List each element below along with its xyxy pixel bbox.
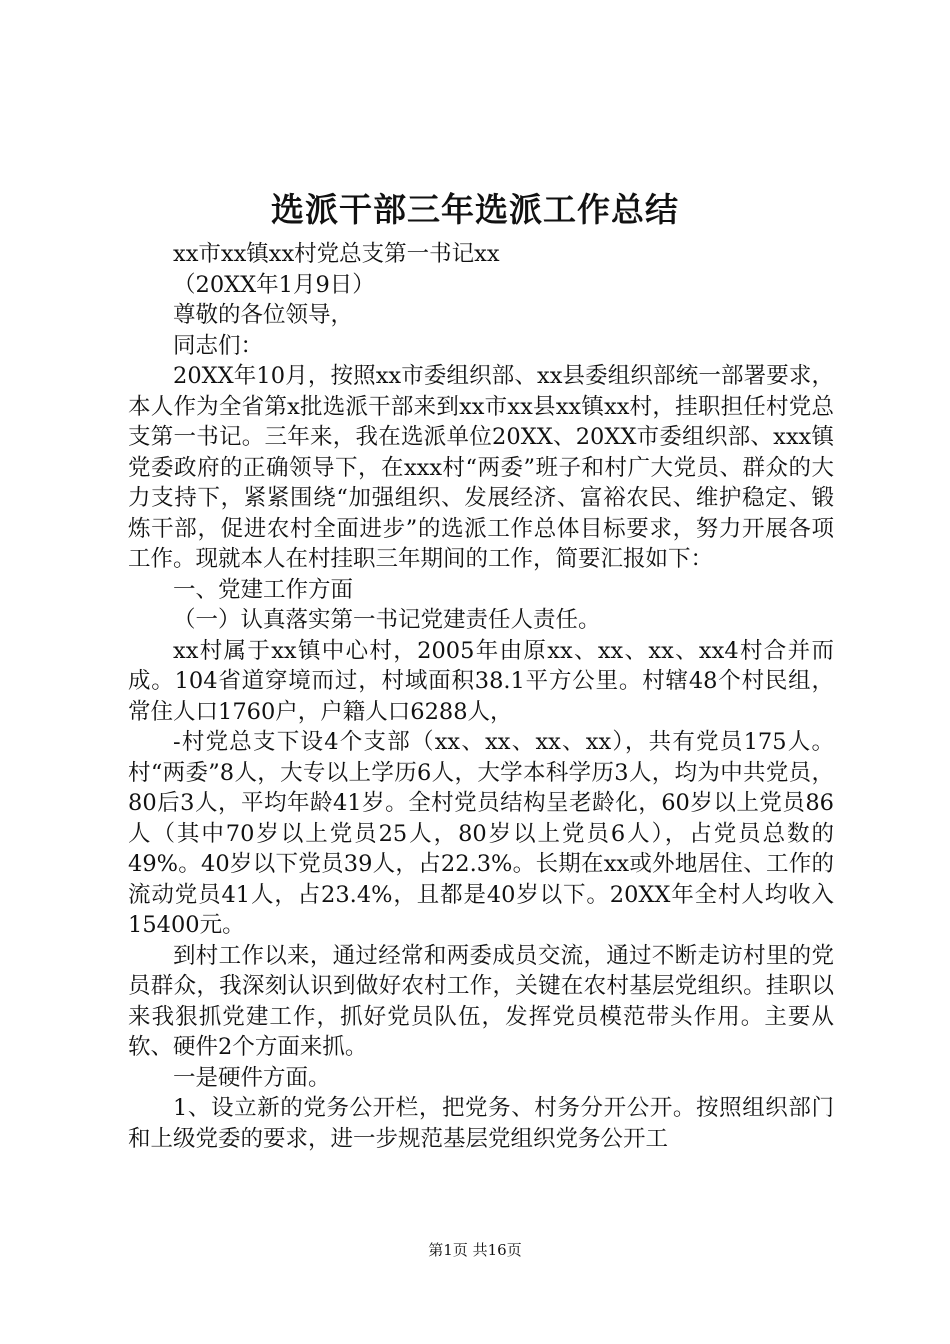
body-paragraph: xx村属于xx镇中心村，2005年由原xx、xx、xx、xx4村合并而成。104省道穿境而过，村域面积38.1平方公里。村辖48个村民组，常住人口1760户，户籍人口6288人，	[128, 637, 834, 725]
salutation-line: 同志们：	[173, 332, 264, 359]
body-paragraph: 到村工作以来，通过经常和两委成员交流，通过不断走访村里的党员群众，我深刻认识到做好农村工作，关键在农村基层党组织。挂职以来我狠抓党建工作，抓好党员队伍，发挥党员模范带头作用。主要从软、硬件2个方面来抓。	[128, 942, 834, 1060]
body-paragraph: 20XX年10月，按照xx市委组织部、xx县委组织部统一部署要求，本人作为全省第x批选派干部来到xx市xx县xx镇xx村，挂职担任村党总支第一书记。三年来，我在选派单位20XX、20XX市委组织部、xxx镇党委政府的正确领导下，在xxx村“两委”班子和村广大党员、群众的大力支持下，紧紧围绕“加强组织、发展经济、富裕农民、维护稳定、锻炼干部，促进农村全面进步”的选派工作总体目标要求，努力开展各项工作。现就本人在村挂职三年期间的工作，简要汇报如下：	[128, 363, 834, 572]
body-paragraph: 一是硬件方面。	[173, 1064, 331, 1091]
date-line: （20XX年1月9日）	[173, 271, 375, 298]
salutation-line: 尊敬的各位领导，	[173, 302, 354, 328]
page-number: 第1页 共16页	[428, 1241, 522, 1259]
document-body	[128, 239, 834, 1154]
body-paragraph: -村党总支下设4个支部（xx、xx、xx、xx），共有党员175人。村“两委”8人，大专以上学历6人，大学本科学历3人，均为中共党员，80后3人，平均年龄41岁。全村党员结构呈老龄化，60岁以上党员86人（其中70岁以上党员25人，80岁以上党员6人），占党员总数的49%。40岁以下党员39人，占22.3%。长期在xx或外地居住、工作的流动党员41人，占23.4%，且都是40岁以下。20XX年全村人均收入15400元。	[128, 729, 834, 938]
section-heading: 一、党建工作方面	[173, 576, 354, 603]
subsection-heading: （一）认真落实第一书记党建责任人责任。	[173, 607, 601, 633]
author-line: xx市xx镇xx村党总支第一书记xx	[173, 241, 500, 267]
body-paragraph: 1、设立新的党务公开栏，把党务、村务分开公开。按照组织部门和上级党委的要求，进一步规范基层党组织党务公开工	[128, 1095, 834, 1152]
document-title: 选派干部三年选派工作总结	[271, 190, 679, 229]
